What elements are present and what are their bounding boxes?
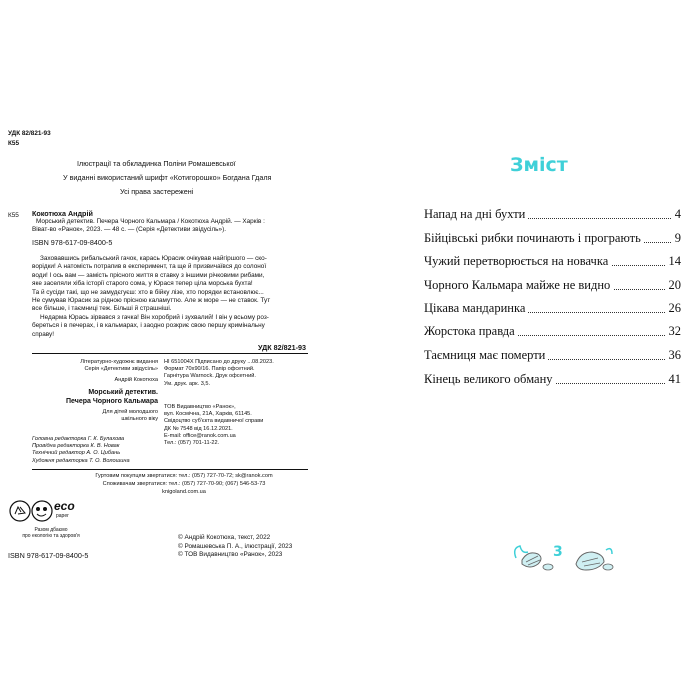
toc-item[interactable] <box>424 324 681 340</box>
toc-item-title: Чорного Кальмара майже не видно <box>424 278 613 293</box>
print-details <box>164 359 274 388</box>
editor-line: Художня редакторка Т. О. Волошина <box>32 457 130 464</box>
toc-title: Зміст <box>510 154 568 176</box>
credit-font: У виданні використаний шрифт «Котигорошко» Богдана Гдаля <box>63 173 272 182</box>
copyright-line: © Андрій Кокотюха, текст, 2022 <box>178 534 271 541</box>
publisher-line: вул. Космічна, 21А, Харків, 61145. <box>164 411 252 418</box>
toc-item[interactable] <box>424 254 681 270</box>
toc-item[interactable] <box>424 372 681 388</box>
publisher-line: E-mail: office@ranok.com.ua <box>164 432 236 439</box>
copyright-line: © ТОВ Видавництво «Ранок», 2023 <box>178 551 283 559</box>
toc-item-page: 20 <box>666 278 682 293</box>
credit-illustrations: Ілюстрації та обкладинка Поліни Ромашевської <box>77 159 236 168</box>
audience-line: Для дітей молодшого <box>102 408 158 415</box>
editors <box>32 436 130 465</box>
publisher-line: ДК № 7548 від 16.12.2021. <box>164 425 233 432</box>
toc-item-title: Кінець великого обману <box>424 372 556 387</box>
audience-line: шкільного віку <box>121 415 158 422</box>
toc-item-page: 36 <box>666 348 682 363</box>
udk-bottom: УДК 82/821-93 <box>258 343 306 352</box>
catalog-line: Морський детектив. Печера Чорного Кальмара / Кокотюха Андрій. — Харків : <box>36 218 265 225</box>
annotation-line: справу! <box>32 330 54 338</box>
catalog-line: Віват-во «Ранок», 2023. — 48 с. — (Серія «Детективи звідусіль»). <box>32 226 226 234</box>
eco-caption-line: Разом дбаємо <box>34 527 68 533</box>
toc-item-title: Таємниця має померти <box>424 348 548 363</box>
imprint-kind: Літературно-художнє видання <box>80 359 158 365</box>
print-line: НІ 651004Х Підписано до друку ...08.2023. <box>164 359 274 365</box>
toc-item-title: Чужий перетворюється на новачка <box>424 254 611 269</box>
toc-item[interactable] <box>424 207 681 223</box>
toc-item-page: 32 <box>666 324 682 339</box>
isbn-middle: ISBN 978-617-09-8400-5 <box>32 238 113 247</box>
editor-line: Технічний редактор А. О. Цибань <box>32 450 121 457</box>
annotation-line: яке заселяли хіба історії старого сома, у Юрася тепер ціла морська бухта! <box>32 280 253 288</box>
toc-item-title: Напад на дні бухти <box>424 207 528 222</box>
toc-item[interactable] <box>424 301 681 317</box>
contacts <box>60 472 308 496</box>
print-line: Ум. друк. арк. 3,5. <box>164 380 211 387</box>
isbn-bottom: ISBN 978-617-09-8400-5 <box>8 551 89 560</box>
shell-ornament-icon <box>508 540 618 576</box>
annotation-line: береться і в печерах, і в кальмарах, і заодно розкриє свою першу кримінальну <box>32 322 265 330</box>
catalog-description <box>32 218 265 235</box>
eco-label: eco <box>54 499 75 513</box>
k55-side: К55 <box>8 212 19 219</box>
annotation <box>32 255 270 339</box>
toc-item-title: Жорстока правда <box>424 324 518 339</box>
imprint-divider <box>32 353 308 354</box>
annotation-line: ворідки! А натомість потрапив в експеримент, та ще й призвичаївся до солоної <box>32 263 267 271</box>
eco-caption <box>8 527 94 540</box>
contact-line: Гуртовим покупцям звертатися: тел.: (057) 727-70-72; sk@ranok.com <box>95 473 273 479</box>
imprint-title-line: Морський детектив. <box>88 388 158 396</box>
toc-item[interactable] <box>424 278 681 294</box>
toc-item[interactable] <box>424 231 681 247</box>
toc-item-page: 14 <box>666 254 682 269</box>
toc-item[interactable] <box>424 348 681 364</box>
eco-logo <box>8 497 78 527</box>
annotation-line: Заховавшись рибальський гачок, карась Юрасик очікував найгіршого — ско- <box>40 255 267 262</box>
copyright <box>178 534 292 560</box>
imprint-series: Серія «Детективи звідусіль» <box>84 366 158 373</box>
page-ornament <box>508 540 618 576</box>
contact-line: knigoland.com.ua <box>162 489 206 495</box>
print-line: Гарнітура Warnock. Друк офсетний. <box>164 373 256 380</box>
udk-top: УДК 82/821-93 <box>8 130 51 137</box>
contact-line: Споживачам звертатися: тел.: (057) 727-70-90; (067) 546-53-73 <box>102 481 266 487</box>
publisher-details <box>164 404 263 447</box>
annotation-line: води! І ось вам — замість прісного життя в ставку з іншими річковими рибами, <box>32 271 265 279</box>
toc-item-title: Бійцівські рибки починають і програють <box>424 231 644 246</box>
catalog-author: Кокотюха Андрій <box>32 209 93 218</box>
editor-line: Провідна редакторка К. В. Новак <box>32 443 120 450</box>
imprint-left-column <box>40 359 158 423</box>
publisher-line: ТОВ Видавництво «Ранок», <box>164 404 236 410</box>
contacts-divider <box>32 469 308 470</box>
publisher-line: Тел.: (057) 701-11-22. <box>164 440 220 447</box>
k55-top: К55 <box>8 140 20 147</box>
toc-item-page: 4 <box>672 207 681 222</box>
print-line: Формат 70х90/16. Папір офсетний. <box>164 366 255 373</box>
imprint-title-line: Печера Чорного Кальмара <box>66 397 158 405</box>
page-number: 3 <box>553 544 563 560</box>
eco-sub: paper <box>56 513 69 519</box>
editor-line: Головна редакторка Г. К. Булахова <box>32 436 125 442</box>
eco-caption-line: про екологію та здоров'я <box>22 533 80 540</box>
copyright-line: © Ромашевська П. А., ілюстрації, 2023 <box>178 542 293 550</box>
toc-item-title: Цікава мандаринка <box>424 301 528 316</box>
annotation-line: Та й сусіди такі, що не замудєгуєш: хто в бійку лізе, хто порядки встановлює... <box>32 288 264 296</box>
annotation-line: все більше, і таємниці теж. Більші й страшніші. <box>32 305 172 313</box>
annotation-line: Недарма Юрась зірвався з гачка! Він хоробрий і зухвалий! І він у всьому роз- <box>40 313 269 321</box>
toc-item-page: 41 <box>666 372 682 387</box>
credit-rights: Усі права застережені <box>120 187 194 196</box>
toc-item-page: 26 <box>666 301 682 316</box>
imprint-author: Андрій Кокотюха <box>114 377 158 384</box>
annotation-line: Не сумував Юрасик за рідною прісною каламуттю. Але ж море — не ставок. Тут <box>32 297 271 305</box>
publisher-line: Свідоцтво суб'єкта видавничої справи <box>164 418 264 425</box>
toc-item-page: 9 <box>672 231 681 246</box>
